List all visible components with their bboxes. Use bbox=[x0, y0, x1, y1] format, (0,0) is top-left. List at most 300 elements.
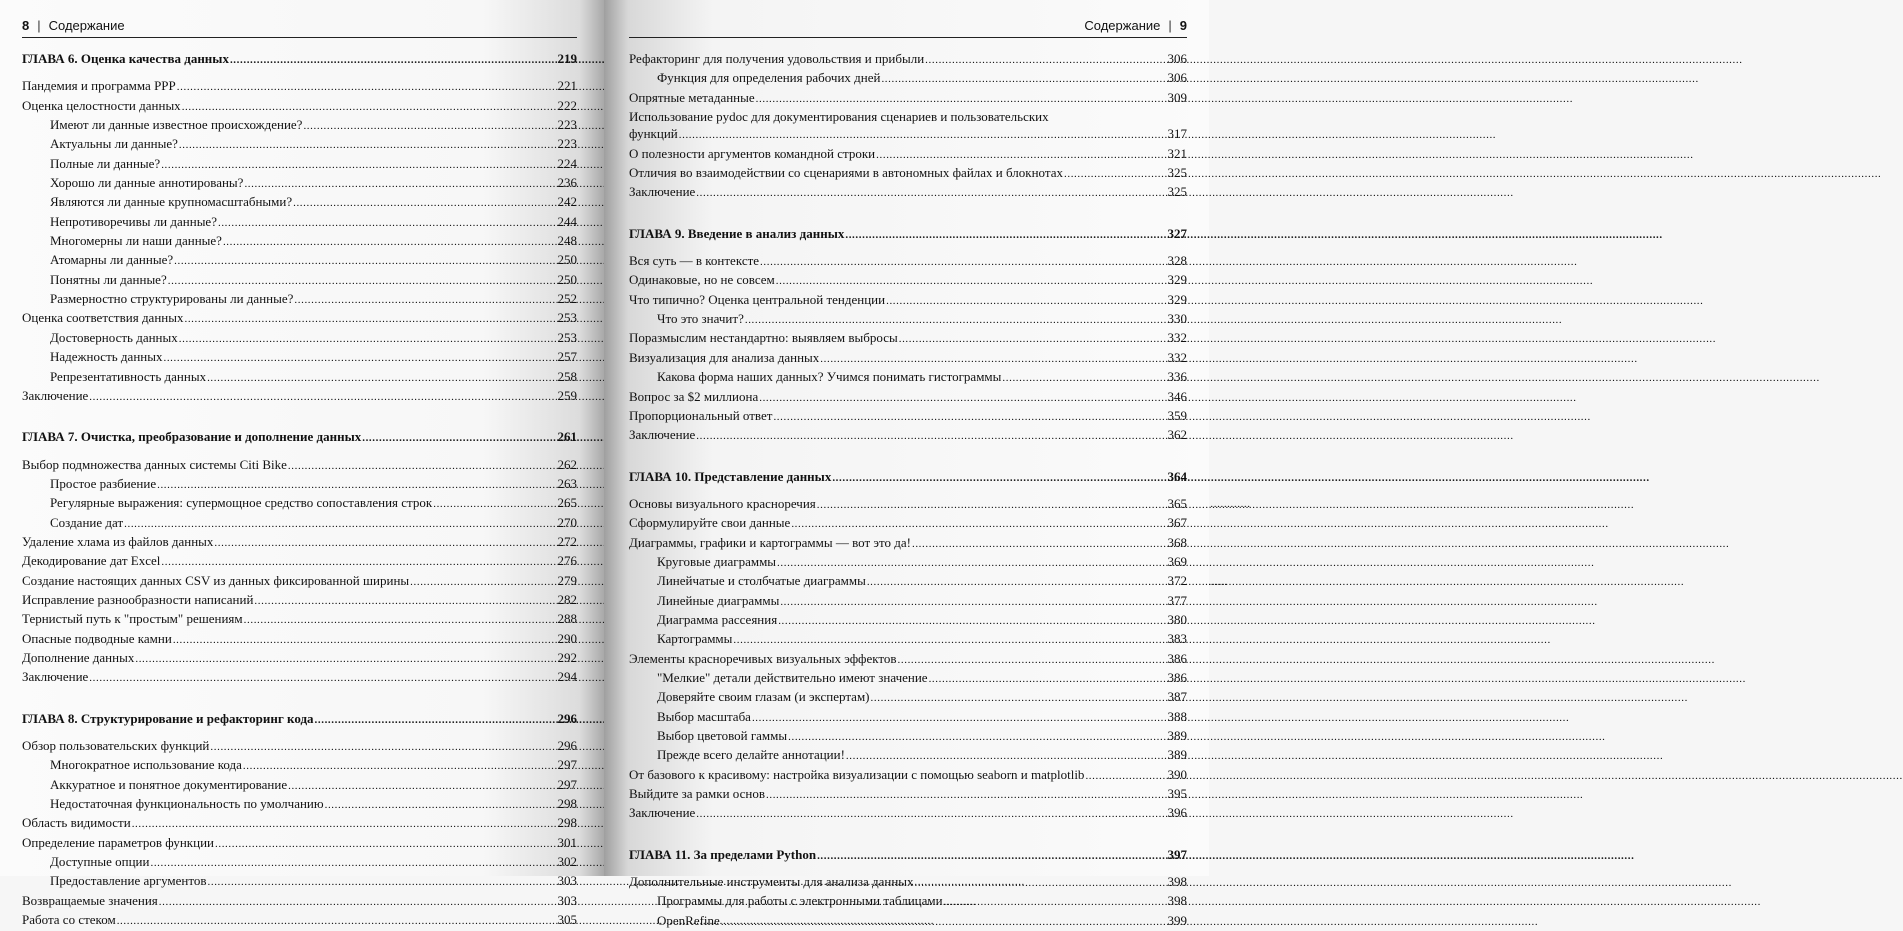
toc-entry[interactable] bbox=[22, 853, 577, 872]
toc-entry[interactable] bbox=[629, 766, 1187, 785]
entry-page-number: 279 bbox=[557, 572, 577, 588]
entry-page-number: 297 bbox=[557, 776, 577, 792]
dot-leader bbox=[410, 572, 556, 591]
chapter-heading[interactable] bbox=[22, 710, 577, 729]
toc-left bbox=[22, 50, 577, 930]
entry-page-number: 321 bbox=[1167, 145, 1187, 161]
toc-entry[interactable] bbox=[629, 310, 1187, 329]
entry-page-number: 236 bbox=[557, 175, 577, 191]
dot-leader bbox=[1064, 164, 1167, 183]
dot-leader bbox=[223, 232, 557, 251]
entry-title: Линейчатые и столбчатые диаграммы bbox=[657, 573, 866, 589]
dot-leader bbox=[177, 77, 557, 96]
entry-title: Вопрос за $2 миллиона bbox=[629, 388, 759, 404]
entry-title: Какова форма наших данных? Учимся понимать гистограммы bbox=[657, 369, 1002, 385]
entry-title-continuation: функций bbox=[629, 126, 678, 142]
header-separator: | bbox=[1168, 17, 1172, 33]
entry-page-number: 303 bbox=[557, 873, 577, 889]
dot-leader bbox=[89, 387, 556, 406]
dot-leader bbox=[182, 97, 557, 116]
entry-title: Поразмыслим нестандартно: выявляем выбросы bbox=[629, 330, 898, 346]
dot-leader bbox=[124, 514, 556, 533]
entry-page-number: 270 bbox=[557, 514, 577, 530]
entry-title: ГЛАВА 7. Очистка, преобразование и дополнение данных bbox=[22, 429, 362, 445]
entry-title: Что типично? Оценка центральной тенденции bbox=[629, 291, 886, 307]
entry-title: Определение параметров функции bbox=[22, 834, 214, 850]
toc-entry[interactable] bbox=[22, 737, 577, 756]
dot-leader bbox=[817, 495, 1167, 514]
entry-title: Дополнительные инструменты для анализа данных bbox=[629, 874, 914, 890]
toc-entry[interactable] bbox=[22, 668, 577, 687]
dot-leader bbox=[315, 710, 557, 729]
entry-page-number: 306 bbox=[1167, 51, 1187, 66]
toc-entry[interactable] bbox=[629, 495, 1187, 514]
entry-page-number: 329 bbox=[1167, 291, 1187, 307]
entry-page-number: 244 bbox=[557, 213, 577, 229]
entry-page-number: 259 bbox=[557, 387, 577, 403]
entry-page-number: 303 bbox=[557, 892, 577, 908]
entry-page-number: 367 bbox=[1167, 515, 1187, 531]
dot-leader bbox=[132, 814, 557, 833]
entry-page-number: 369 bbox=[1167, 553, 1187, 569]
dot-leader bbox=[777, 553, 1166, 572]
dot-leader bbox=[898, 650, 1167, 669]
toc-entry[interactable] bbox=[629, 669, 1187, 688]
entry-page-number: 248 bbox=[557, 233, 577, 249]
entry-page-number: 398 bbox=[1167, 893, 1187, 909]
entry-page-number: 396 bbox=[1167, 805, 1187, 821]
dot-leader bbox=[820, 349, 1166, 368]
entry-title: Тернистый путь к "простым" решениям bbox=[22, 611, 243, 627]
dot-leader bbox=[845, 225, 1166, 244]
running-head-title: Содержание bbox=[48, 17, 125, 33]
toc-entry[interactable] bbox=[22, 872, 577, 891]
dot-leader bbox=[745, 310, 1167, 329]
toc-entry[interactable] bbox=[22, 135, 577, 154]
entry-title: Многократное использование кода bbox=[50, 757, 242, 773]
dot-leader bbox=[867, 572, 1167, 591]
toc-entry[interactable] bbox=[629, 349, 1187, 368]
toc-entry[interactable] bbox=[22, 329, 577, 348]
dot-leader bbox=[159, 892, 557, 911]
entry-title: Являются ли данные крупномасштабными? bbox=[50, 194, 293, 210]
dot-leader bbox=[150, 853, 556, 872]
entry-page-number: 386 bbox=[1167, 669, 1187, 685]
dot-leader bbox=[184, 309, 556, 328]
toc-entry[interactable] bbox=[22, 387, 577, 406]
section-gap bbox=[629, 824, 1187, 846]
entry-title: Программы для работы с электронными таблицами bbox=[657, 893, 943, 909]
toc-entry[interactable] bbox=[22, 610, 577, 629]
entry-title: Основы визуального красноречия bbox=[629, 495, 816, 511]
toc-entry[interactable] bbox=[629, 611, 1187, 630]
chapter-heading[interactable] bbox=[22, 50, 577, 69]
dot-leader bbox=[760, 252, 1166, 271]
section-gap bbox=[629, 446, 1187, 468]
entry-title: Картограммы bbox=[657, 631, 733, 647]
dot-leader bbox=[759, 388, 1166, 407]
page-number: 9 bbox=[1179, 17, 1187, 33]
toc-entry[interactable] bbox=[629, 252, 1187, 271]
entry-page-number: 329 bbox=[1167, 272, 1187, 288]
toc-entry[interactable] bbox=[629, 89, 1187, 108]
entry-title: Заключение bbox=[629, 184, 696, 200]
dot-leader bbox=[174, 251, 556, 270]
entry-page-number: 252 bbox=[557, 291, 577, 307]
toc-entry[interactable] bbox=[22, 309, 577, 328]
entry-title: Пандемия и программа PPP bbox=[22, 78, 176, 94]
toc-entry[interactable] bbox=[629, 69, 1187, 88]
entry-page-number: 309 bbox=[1167, 89, 1187, 105]
entry-title: О полезности аргументов командной строки bbox=[629, 145, 876, 161]
chapter-heading[interactable] bbox=[629, 225, 1187, 244]
toc-entry[interactable] bbox=[629, 145, 1187, 164]
toc-entry[interactable] bbox=[22, 348, 577, 367]
dot-leader bbox=[173, 630, 557, 649]
toc-entry[interactable] bbox=[629, 892, 1187, 911]
page-number: 8 bbox=[22, 17, 30, 33]
entry-page-number: 359 bbox=[1167, 407, 1187, 423]
dot-leader bbox=[243, 756, 557, 775]
toc-entry[interactable] bbox=[22, 271, 577, 290]
toc-entry[interactable] bbox=[629, 534, 1187, 553]
entry-page-number: 389 bbox=[1167, 728, 1187, 743]
dot-leader bbox=[912, 534, 1167, 553]
entry-page-number: 388 bbox=[1167, 708, 1187, 724]
entry-page-number: 261 bbox=[557, 429, 577, 445]
entry-title: ГЛАВА 9. Введение в анализ данных bbox=[629, 225, 845, 241]
entry-title: Опрятные метаданные bbox=[629, 89, 755, 105]
dot-leader bbox=[886, 291, 1166, 310]
entry-title: Заключение bbox=[629, 805, 696, 821]
entry-title: Возвращаемые значения bbox=[22, 892, 158, 908]
entry-title-line1[interactable]: Использование pydoc для документирования сценариев и пользовательских bbox=[629, 109, 1049, 125]
entry-title: Оценка соответствия данных bbox=[22, 310, 184, 326]
entry-page-number: 288 bbox=[557, 611, 577, 627]
entry-title: Дополнение данных bbox=[22, 649, 135, 665]
entry-page-number: 250 bbox=[557, 271, 577, 287]
toc-right bbox=[629, 50, 1187, 931]
entry-title: Функция для определения рабочих дней bbox=[657, 70, 881, 86]
entry-title: Декодирование дат Excel bbox=[22, 553, 161, 569]
dot-leader bbox=[776, 271, 1167, 290]
toc-entry[interactable] bbox=[22, 814, 577, 833]
dot-leader bbox=[230, 50, 557, 69]
toc-entry[interactable] bbox=[629, 592, 1187, 611]
chapter-heading[interactable] bbox=[629, 846, 1187, 865]
entry-title: Доверяйте своим глазам (и экспертам) bbox=[657, 689, 870, 705]
entry-title: Размерностно структурированы ли данные? bbox=[50, 291, 294, 307]
toc-entry[interactable] bbox=[629, 727, 1187, 746]
entry-page-number: 282 bbox=[557, 591, 577, 607]
entry-page-number: 362 bbox=[1167, 427, 1187, 443]
entry-title: Элементы красноречивых визуальных эффектов bbox=[629, 650, 897, 666]
dot-leader bbox=[89, 668, 556, 687]
dot-leader bbox=[788, 727, 1166, 746]
entry-page-number: 328 bbox=[1167, 253, 1187, 269]
entry-page-number: 296 bbox=[557, 738, 577, 753]
dot-leader bbox=[179, 329, 557, 348]
dot-leader bbox=[168, 271, 557, 290]
entry-title: Полные ли данные? bbox=[50, 155, 161, 171]
entry-page-number: 386 bbox=[1167, 650, 1187, 666]
entry-title: Предоставление аргументов bbox=[50, 873, 207, 889]
dot-leader bbox=[288, 776, 556, 795]
toc-entry[interactable] bbox=[22, 514, 577, 533]
entry-page-number: 380 bbox=[1167, 611, 1187, 627]
toc-entry[interactable] bbox=[629, 368, 1187, 387]
dot-leader bbox=[791, 514, 1166, 533]
entry-page-number: 397 bbox=[1167, 846, 1187, 862]
entry-title: Обзор пользовательских функций bbox=[22, 738, 210, 753]
entry-title: Диаграмма рассеяния bbox=[657, 611, 778, 627]
entry-title: Одинаковые, но не совсем bbox=[629, 272, 775, 288]
entry-title: Круговые диаграммы bbox=[657, 553, 777, 569]
entry-title: Хорошо ли данные аннотированы? bbox=[50, 175, 244, 191]
toc-entry[interactable] bbox=[22, 232, 577, 251]
entry-title: Репрезентативность данных bbox=[50, 368, 207, 384]
entry-page-number: 223 bbox=[557, 136, 577, 152]
entry-page-number: 390 bbox=[1167, 766, 1187, 782]
toc-entry[interactable] bbox=[22, 193, 577, 212]
entry-title: Выйдите за рамки основ bbox=[629, 786, 765, 802]
toc-entry[interactable] bbox=[22, 116, 577, 135]
toc-entry[interactable] bbox=[22, 911, 577, 930]
entry-title: Прежде всего делайте аннотации! bbox=[657, 747, 845, 763]
toc-entry[interactable] bbox=[629, 50, 1187, 69]
toc-entry[interactable] bbox=[629, 572, 1187, 591]
toc-entry[interactable] bbox=[22, 456, 577, 475]
section-gap bbox=[22, 406, 577, 428]
entry-title: Простое разбиение bbox=[50, 475, 157, 491]
dot-leader bbox=[871, 688, 1167, 707]
dot-leader bbox=[303, 116, 556, 135]
entry-page-number: 336 bbox=[1167, 369, 1187, 385]
dot-leader bbox=[214, 533, 556, 552]
dot-leader bbox=[925, 50, 1166, 69]
dot-leader bbox=[817, 846, 1166, 865]
toc-entry[interactable] bbox=[629, 804, 1187, 823]
dot-leader bbox=[179, 135, 557, 154]
toc-entry[interactable] bbox=[629, 650, 1187, 669]
toc-entry[interactable] bbox=[629, 514, 1187, 533]
dot-leader bbox=[929, 669, 1167, 688]
entry-page-number: 395 bbox=[1167, 786, 1187, 802]
entry-title: ГЛАВА 6. Оценка качества данных bbox=[22, 51, 229, 66]
entry-page-number: 325 bbox=[1167, 165, 1187, 181]
right-page bbox=[604, 0, 1209, 928]
entry-page-number: 332 bbox=[1167, 349, 1187, 365]
toc-entry[interactable] bbox=[22, 649, 577, 668]
dot-leader bbox=[163, 348, 556, 367]
dot-leader bbox=[915, 873, 1167, 892]
entry-title: "Мелкие" детали действительно имеют значение bbox=[657, 669, 928, 685]
entry-page-number: 253 bbox=[557, 310, 577, 326]
dot-leader bbox=[696, 183, 1166, 202]
toc-entry[interactable] bbox=[22, 290, 577, 309]
entry-title: ГЛАВА 8. Структурирование и рефакторинг кода bbox=[22, 710, 314, 726]
entry-title: Заключение bbox=[22, 669, 89, 685]
entry-page-number: 399 bbox=[1167, 912, 1187, 928]
entry-title: Область видимости bbox=[22, 815, 131, 831]
dot-leader bbox=[288, 456, 557, 475]
dot-leader bbox=[696, 426, 1166, 445]
toc-entry[interactable] bbox=[22, 494, 577, 513]
toc-entry[interactable] bbox=[22, 756, 577, 775]
entry-page-number: 294 bbox=[557, 669, 577, 685]
entry-page-number: 372 bbox=[1167, 573, 1187, 589]
toc-entry[interactable] bbox=[629, 407, 1187, 426]
entry-title: Заключение bbox=[629, 427, 696, 443]
entry-title: Надежность данных bbox=[50, 349, 163, 365]
toc-entry[interactable] bbox=[629, 125, 1187, 144]
entry-title: Создание дат bbox=[50, 514, 124, 530]
toc-entry[interactable] bbox=[22, 591, 577, 610]
toc-entry[interactable] bbox=[22, 834, 577, 853]
entry-title: Атомарны ли данные? bbox=[50, 252, 174, 268]
toc-entry[interactable] bbox=[22, 155, 577, 174]
dot-leader bbox=[362, 428, 556, 447]
entry-page-number: 263 bbox=[557, 475, 577, 491]
entry-page-number: 242 bbox=[557, 194, 577, 210]
entry-page-number: 365 bbox=[1167, 495, 1187, 511]
entry-title: Выбор подмножества данных системы Citi Bike bbox=[22, 456, 287, 472]
toc-entry[interactable] bbox=[22, 776, 577, 795]
dot-leader bbox=[161, 552, 556, 571]
toc-entry[interactable] bbox=[629, 708, 1187, 727]
dot-leader bbox=[293, 193, 556, 212]
toc-entry[interactable] bbox=[629, 746, 1187, 765]
dot-leader bbox=[210, 737, 556, 756]
entry-page-number: 219 bbox=[557, 51, 577, 66]
entry-page-number: 276 bbox=[557, 553, 577, 569]
toc-entry[interactable] bbox=[629, 426, 1187, 445]
toc-entry[interactable] bbox=[629, 164, 1187, 183]
toc-entry[interactable] bbox=[22, 251, 577, 270]
toc-entry[interactable] bbox=[22, 572, 577, 591]
dot-leader bbox=[832, 468, 1166, 487]
entry-title: Диаграммы, графики и картограммы — вот это да! bbox=[629, 534, 911, 550]
dot-leader bbox=[881, 69, 1166, 88]
dot-leader bbox=[1085, 766, 1166, 785]
entry-page-number: 298 bbox=[557, 796, 577, 812]
dot-leader bbox=[679, 125, 1167, 144]
entry-page-number: 368 bbox=[1167, 534, 1187, 550]
entry-page-number: 325 bbox=[1167, 184, 1187, 200]
entry-page-number: 330 bbox=[1167, 311, 1187, 327]
entry-page-number: 250 bbox=[557, 252, 577, 268]
toc-entry[interactable] bbox=[629, 291, 1187, 310]
dot-leader bbox=[208, 872, 557, 891]
dot-leader bbox=[218, 213, 557, 232]
dot-leader bbox=[1002, 368, 1166, 387]
chapter-heading[interactable] bbox=[22, 428, 577, 447]
dot-leader bbox=[721, 912, 1167, 931]
entry-page-number: 302 bbox=[557, 854, 577, 870]
entry-title: Исправление разнообразности написаний bbox=[22, 591, 254, 607]
entry-title: Рефакторинг для получения удовольствия и прибыли bbox=[629, 51, 925, 66]
dot-leader bbox=[157, 475, 556, 494]
dot-leader bbox=[294, 290, 556, 309]
dot-leader bbox=[207, 368, 556, 387]
right-running-head bbox=[629, 16, 1187, 38]
toc-entry[interactable] bbox=[22, 795, 577, 814]
toc-entry[interactable] bbox=[22, 368, 577, 387]
toc-entry[interactable] bbox=[22, 533, 577, 552]
entry-title: Аккуратное и понятное документирование bbox=[50, 776, 288, 792]
entry-page-number: 257 bbox=[557, 349, 577, 365]
left-page bbox=[0, 0, 604, 928]
entry-page-number: 224 bbox=[557, 155, 577, 171]
toc-entry[interactable] bbox=[629, 553, 1187, 572]
dot-leader bbox=[244, 610, 557, 629]
toc-entry[interactable] bbox=[629, 912, 1187, 931]
entry-page-number: 305 bbox=[557, 912, 577, 928]
entry-title: Выбор масштаба bbox=[657, 708, 751, 724]
dot-leader bbox=[215, 834, 557, 853]
dot-leader bbox=[244, 174, 556, 193]
dot-leader bbox=[780, 592, 1166, 611]
toc-entry[interactable] bbox=[22, 892, 577, 911]
toc-entry[interactable] bbox=[22, 475, 577, 494]
toc-entry[interactable] bbox=[629, 388, 1187, 407]
toc-entry[interactable] bbox=[629, 688, 1187, 707]
entry-page-number: 221 bbox=[557, 78, 577, 94]
entry-title: Что это значит? bbox=[657, 311, 744, 327]
entry-title: Доступные опции bbox=[50, 854, 150, 870]
toc-entry[interactable] bbox=[629, 630, 1187, 649]
entry-page-number: 383 bbox=[1167, 631, 1187, 647]
entry-title: Сформулируйте свои данные bbox=[629, 515, 791, 531]
dot-leader bbox=[944, 892, 1167, 911]
toc-entry[interactable] bbox=[629, 785, 1187, 804]
entry-title: Выбор цветовой гаммы bbox=[657, 728, 788, 743]
entry-title: OpenRefine bbox=[657, 912, 720, 928]
chapter-heading[interactable] bbox=[629, 468, 1187, 487]
section-gap bbox=[629, 203, 1187, 225]
dot-leader bbox=[876, 145, 1166, 164]
entry-page-number: 272 bbox=[557, 533, 577, 549]
toc-entry[interactable] bbox=[22, 77, 577, 96]
toc-entry[interactable] bbox=[22, 174, 577, 193]
toc-entry[interactable] bbox=[22, 213, 577, 232]
entry-title: Оценка целостности данных bbox=[22, 97, 181, 113]
section-gap bbox=[22, 688, 577, 710]
toc-entry[interactable] bbox=[629, 183, 1187, 202]
entry-page-number: 389 bbox=[1167, 747, 1187, 763]
toc-entry[interactable] bbox=[22, 552, 577, 571]
toc-entry[interactable] bbox=[22, 630, 577, 649]
entry-title: ГЛАВА 10. Представление данных bbox=[629, 468, 832, 484]
toc-entry[interactable] bbox=[629, 329, 1187, 348]
entry-page-number: 222 bbox=[557, 97, 577, 113]
toc-entry[interactable] bbox=[22, 97, 577, 116]
entry-page-number: 297 bbox=[557, 757, 577, 773]
dot-leader bbox=[254, 591, 556, 610]
entry-page-number: 253 bbox=[557, 329, 577, 345]
entry-title: Работа со стеком bbox=[22, 912, 116, 928]
entry-page-number: 332 bbox=[1167, 330, 1187, 346]
entry-title: Актуальны ли данные? bbox=[50, 136, 178, 152]
entry-title: Линейные диаграммы bbox=[657, 592, 780, 608]
toc-entry[interactable] bbox=[629, 873, 1187, 892]
entry-page-number: 296 bbox=[557, 710, 577, 726]
dot-leader bbox=[846, 746, 1167, 765]
entry-page-number: 223 bbox=[557, 117, 577, 133]
toc-entry[interactable] bbox=[629, 271, 1187, 290]
entry-title: Многомерны ли наши данные? bbox=[50, 233, 222, 249]
dot-leader bbox=[766, 785, 1167, 804]
